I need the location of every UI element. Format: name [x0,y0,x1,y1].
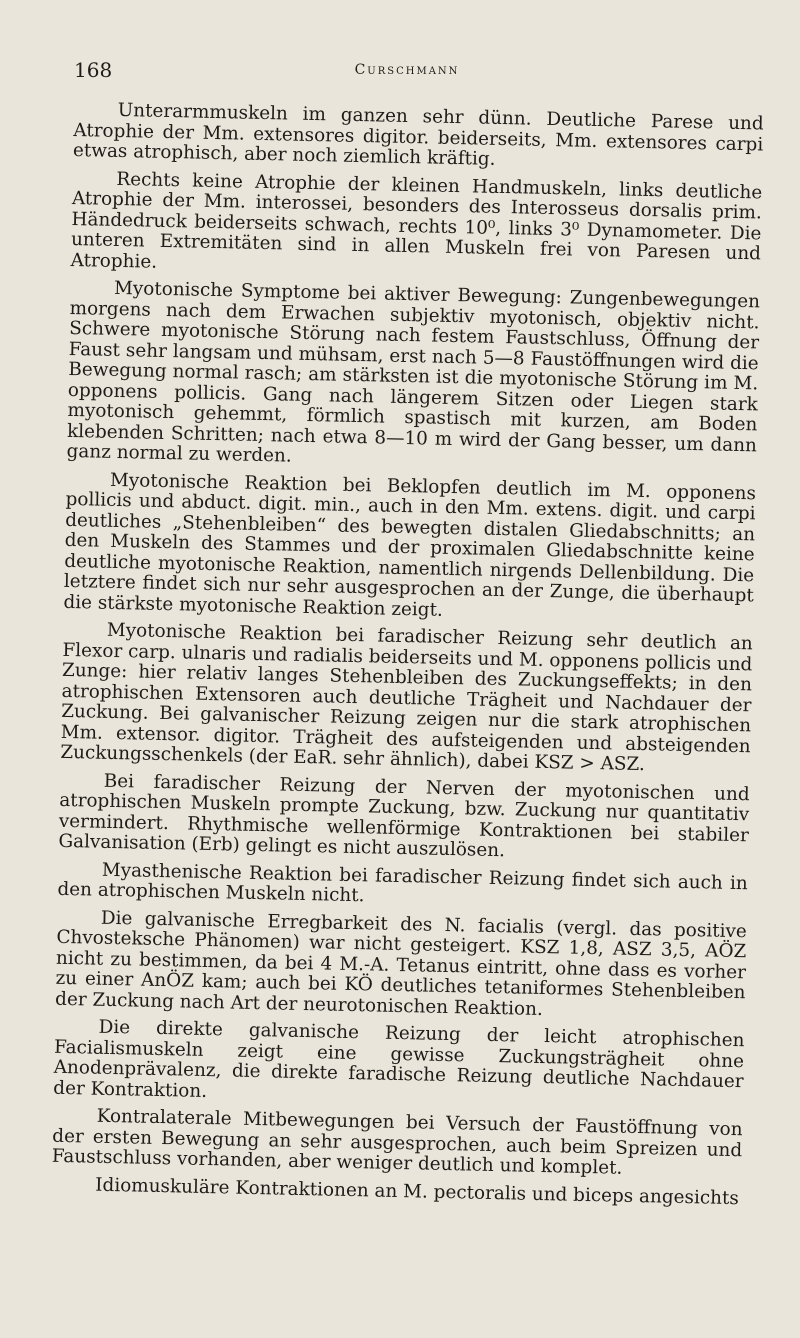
paragraph: Bei faradischer Reizung der Nerven der myotonischen und atrophischen Muskeln prompte Zuckung, bzw. Zuckung nur quantitativ vermindert. Rhythmische wellenförmige Kontraktionen bei stabiler Galvanisation (Erb) gelingt es nicht auszulösen. [58,770,750,862]
paragraph: Die direkte galvanische Reizung der leicht atrophischen Facialismuskeln zeigt eine gewisse Zuckungsträgheit ohne Anodenprävalenz, die direkte faradische Reizung deutliche Nachdauer der Kontraktion. [53,1016,745,1102]
paragraph: Kontralaterale Mitbewegungen bei Versuch der Faustöffnung von der ersten Bewegung an sehr ausgesprochen, auch beim Spreizen und Faustschluss vorhanden, aber weniger deutlich und komplet. [51,1105,743,1179]
paragraph: Myotonische Reaktion bei faradischer Reizung sehr deutlich an Flexor carp. ulnaris und radialis beiderseits und M. opponens pollicis und Zunge: hier relativ langes Stehenbleiben des Zuckungseffekts; in den atrophischen Extensoren auch deutliche Trägheit und Nachdauer der Zuckung. Bei galvanischer Reizung zeigen nur die stark atrophischen Mm. extensor. digitor. Trägheit des aufsteigenden und absteigenden Zuckungsschenkels (der EaR. sehr ähnlich), dabei KSZ > ASZ. [60,619,753,776]
paragraph: Myotonische Reaktion bei Beklopfen deutlich im M. opponens pollicis und abduct. digit. min., auch in den Mm. extens. digit. und carpi deutliches „Stehenbleiben“ des bewegten distalen Gliedabschnitts; an den Muskeln des Stammes und der proximalen Gliedabschnitte keine deutliche myotonische Reaktion, namentlich nirgends Dellenbildung. Die letztere findet sich nur sehr ausgesprochen an der Zunge, die überhaupt die stärkste myotonische Reaktion zeigt. [63,469,757,621]
running-head: Curschmann [354,62,460,78]
paragraph: Die galvanische Erregbarkeit des N. facialis (vergl. das positive Chvosteksche Phänomen) war nicht gesteigert. KSZ 1,8, ASZ 3,5, AÖZ nicht zu bestimmen, da bei 4 M.-A. Tetanus eintritt, ohne dass es vorher zu einer AnÖZ kam; auch bei KÖ deutliches tetaniformes Stehenbleiben der Zuckung nach Art der neurotonischen Reaktion. [54,907,747,1020]
paragraph: Idiomuskuläre Kontraktionen an M. pectoralis und biceps angesichts [95,1174,740,1209]
paragraph: Unterarmmuskeln im ganzen sehr dünn. Deutliche Parese und Atrophie der Mm. extensores digitor. beiderseits, Mm. extensores carpi etwas atrophisch, aber noch ziemlich kräftig. [72,99,764,170]
paragraph: Myasthenische Reaktion bei faradischer Reizung findet sich auch in den atrophischen Muskeln nicht. [57,859,748,907]
paragraph: Rechts keine Atrophie der kleinen Handmuskeln, links deutliche Atrophie der Mm. interossei, besonders des Interosseus dorsalis prim. Händedruck beiderseits schwach, rechts 10⁰, links 3⁰ Dynamometer. Die unteren Extremitäten sind in allen Muskeln frei von Paresen und Atrophie. [70,168,763,273]
page-number: 168 [74,58,113,82]
page-header [74,58,740,88]
paragraph: Myotonische Symptome bei aktiver Bewegung: Zungenbewegungen morgens nach dem Erwachen subjektiv myotonisch, objektiv nicht. Schwere myotonische Störung nach festem Faustschluss, Öffnung der Faust sehr langsam und mühsam, erst nach 5—8 Faustöffnungen wird die Bewegung normal rasch; am stärksten ist die myotonische Störung im M. opponens pollicis. Gang nach längerem Sitzen oder Liegen stark myotonisch gehemmt, förmlich spastisch mit kurzen, am Boden klebenden Schritten; nach etwa 8—10 m wird der Gang besser, um dann ganz normal zu werden. [66,277,761,467]
body-text [51,100,764,1209]
